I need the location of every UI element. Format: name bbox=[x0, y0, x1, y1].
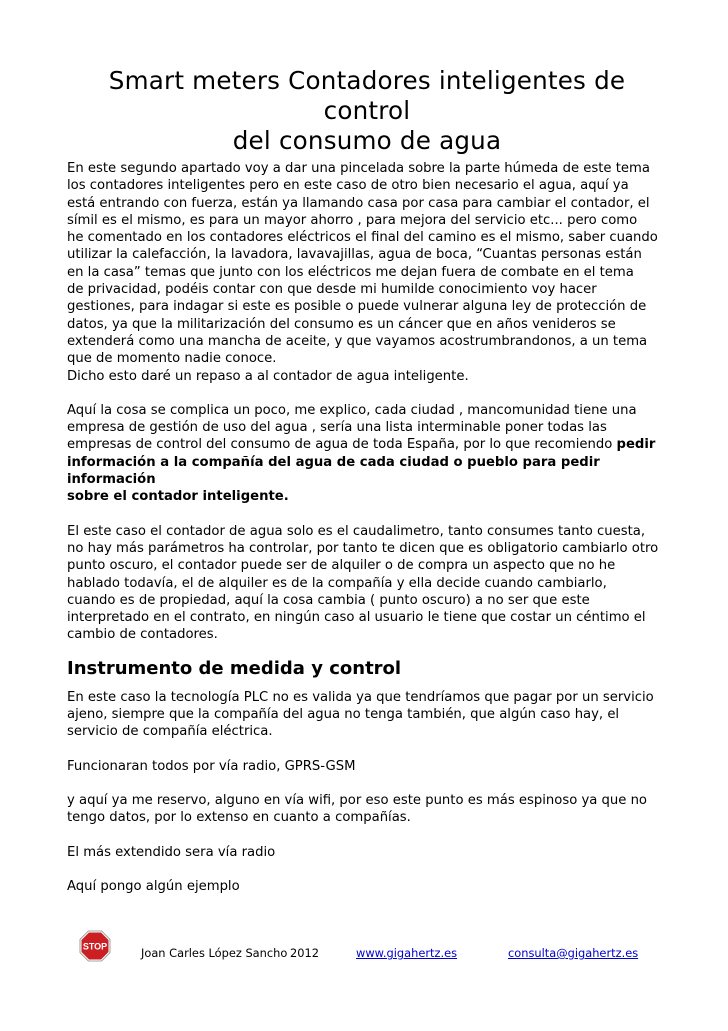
text-line: está entrando con fuerza, están ya llamando casa por casa para cambiar el contador, el bbox=[67, 195, 650, 211]
section-heading: Instrumento de medida y control bbox=[67, 657, 402, 679]
paragraph-flowmeter bbox=[67, 523, 667, 644]
text-line: interpretado en el contrato, en ningún caso al usuario le tiene que costar un céntimo el bbox=[67, 610, 646, 626]
bold-text: información a la compañía del agua de cada ciudad o pueblo para pedir información bbox=[67, 454, 600, 488]
text-line: que de momento nadie conoce. bbox=[67, 351, 277, 367]
paragraph-companies bbox=[67, 402, 667, 506]
footer-author: Joan Carles López Sancho bbox=[141, 946, 288, 960]
text-line: servicio de compañía eléctrica. bbox=[67, 724, 273, 740]
text-line: no hay más parámetros ha controlar, por tanto te dicen que es obligatorio cambiarlo otro bbox=[67, 540, 659, 556]
text-line: empresas de control del consumo de agua de toda España, por lo que recomiendo bbox=[67, 437, 617, 453]
paragraph-intro bbox=[67, 160, 667, 385]
text-line: los contadores inteligentes pero en este caso de otro bien necesario el agua, aquí ya bbox=[67, 178, 629, 194]
footer-email-link[interactable]: consulta@gigahertz.es bbox=[508, 946, 639, 960]
paragraph-most-common: El más extendido sera vía radio bbox=[67, 844, 276, 860]
text-line: y aquí ya me reservo, alguno en vía wifi, por eso este punto es más espinoso ya que no bbox=[67, 792, 647, 808]
text-line: tengo datos, por lo extenso en cuanto a compañías. bbox=[67, 810, 411, 826]
bold-text: sobre el contador inteligente. bbox=[67, 489, 289, 505]
text-line: punto oscuro, el contador puede ser de alquiler o de compra un aspecto que no he bbox=[67, 558, 616, 574]
paragraph-wifi bbox=[67, 792, 667, 827]
text-line: extenderá como una mancha de aceite, y que vayamos acostrumbrandonos, a un tema bbox=[67, 333, 648, 349]
page-title bbox=[67, 66, 667, 156]
text-line: cuando es de propiedad, aquí la cosa cambia ( punto oscuro) a no ser que este bbox=[67, 592, 590, 608]
document-body bbox=[67, 160, 667, 895]
stop-sign-icon bbox=[79, 930, 111, 962]
text-line: datos, ya que la militarización del consumo es un cáncer que en años venideros se bbox=[67, 316, 616, 332]
title-line-2: del consumo de agua bbox=[232, 126, 502, 155]
text-line: símil es el mismo, es para un mayor ahorro , para mejora del servicio etc... pero como bbox=[67, 212, 638, 228]
text-line: hablado todavía, el de alquiler es de la compañía y ella decide cuando cambiarlo, bbox=[67, 575, 607, 591]
text-line: de privacidad, podéis contar con que desde mi humilde conocimiento voy hacer bbox=[67, 282, 597, 298]
text-line: El este caso el contador de agua solo es el caudalimetro, tanto consumes tanto cuesta, bbox=[67, 523, 646, 539]
text-line: cambio de contadores. bbox=[67, 627, 218, 643]
text-line: utilizar la calefacción, la lavadora, lavavajillas, agua de boca, “Cuantas personas están bbox=[67, 247, 642, 263]
title-line-1: Smart meters Contadores inteligentes de control bbox=[108, 66, 626, 125]
text-line: Aquí la cosa se complica un poco, me explico, cada ciudad , mancomunidad tiene una bbox=[67, 402, 637, 418]
footer-year: 2012 bbox=[290, 946, 319, 960]
text-line: En este segundo apartado voy a dar una pincelada sobre la parte húmeda de este tema bbox=[67, 161, 650, 176]
text-line: empresa de gestión de uso del agua , sería una lista interminable poner todas las bbox=[67, 420, 607, 436]
paragraph-radio: Funcionaran todos por vía radio, GPRS-GSM bbox=[67, 758, 356, 774]
text-line: he comentado en los contadores eléctricos el final del camino es el mismo, saber cuando bbox=[67, 230, 658, 246]
footer-website-link[interactable]: www.gigahertz.es bbox=[356, 946, 458, 960]
text-line: Dicho esto daré un repaso a al contador de agua inteligente. bbox=[67, 368, 469, 384]
text-line: en la casa” temas que junto con los eléctricos me dejan fuera de combate en el tema bbox=[67, 264, 634, 280]
text-line: En este caso la tecnología PLC no es valida ya que tendríamos que pagar por un servicio bbox=[67, 689, 654, 705]
text-line: ajeno, siempre que la compañía del agua no tenga también, que algún caso hay, el bbox=[67, 707, 620, 723]
paragraph-examples: Aquí pongo algún ejemplo bbox=[67, 878, 240, 894]
text-line: gestiones, para indagar si este es posible o puede vulnerar alguna ley de protección de bbox=[67, 299, 647, 315]
paragraph-plc bbox=[67, 689, 667, 741]
bold-text: pedir bbox=[616, 437, 656, 453]
stop-sign-text: STOP bbox=[82, 941, 108, 952]
